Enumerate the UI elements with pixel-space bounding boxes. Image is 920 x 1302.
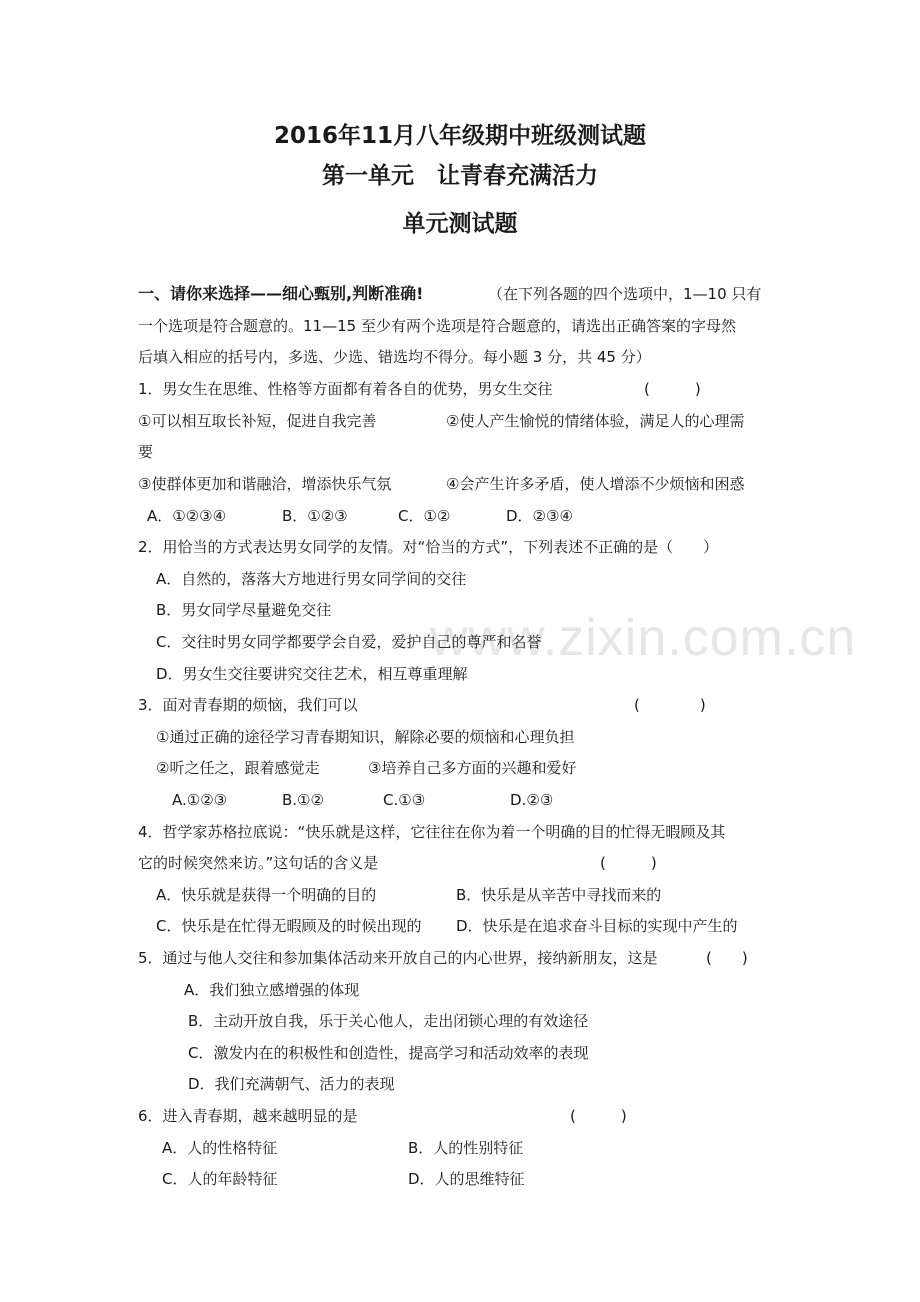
q1-statement-3: ③使群体更加和谐融洽，增添快乐气氛 — [138, 475, 392, 493]
q3-answer-bracket[interactable]: ( ) — [634, 696, 706, 714]
q2-option-b[interactable]: B．男女同学尽量避免交往 — [156, 601, 332, 619]
q1-statement-1: ①可以相互取长补短，促进自我完善 — [138, 412, 377, 430]
q4-answer-bracket[interactable]: ( ) — [600, 854, 657, 872]
q4-stem-line-2: 它的时候突然来访。”这句话的含义是 — [138, 854, 379, 872]
q6-option-b[interactable]: B．人的性别特征 — [408, 1139, 524, 1157]
q3-option-c[interactable]: C.①③ — [383, 791, 426, 809]
q4-option-d[interactable]: D．快乐是在追求奋斗目标的实现中产生的 — [456, 917, 738, 935]
q3-option-a[interactable]: A.①②③ — [172, 791, 228, 809]
q1-statement-2-cont: 要 — [138, 443, 154, 461]
q5-option-b[interactable]: B．主动开放自我，乐于关心他人，走出闭锁心理的有效途径 — [188, 1012, 589, 1030]
q1-statement-4: ④会产生许多矛盾，使人增添不少烦恼和困惑 — [446, 475, 745, 493]
section-instruction-2: 一个选项是符合题意的。11—15 至少有两个选项是符合题意的，请选出正确答案的字母然 — [138, 317, 736, 335]
watermark: www.zixin.com.cn — [430, 609, 857, 667]
q6-option-d[interactable]: D．人的思维特征 — [408, 1170, 525, 1188]
q4-option-a[interactable]: A．快乐就是获得一个明确的目的 — [156, 886, 377, 904]
q1-statement-2: ②使人产生愉悦的情绪体验，满足人的心理需 — [446, 412, 745, 430]
q1-option-c[interactable]: C．①② — [398, 507, 451, 525]
q2-stem: 2．用恰当的方式表达男女同学的友情。对“恰当的方式”，下列表述不正确的是（ ） — [138, 538, 719, 556]
section-instruction-3: 后填入相应的括号内，多选、少选、错选均不得分。每小题 3 分，共 45 分） — [138, 348, 651, 366]
q5-option-d[interactable]: D．我们充满朝气、活力的表现 — [188, 1075, 395, 1093]
q3-statement-2: ②听之任之，跟着感觉走 — [156, 759, 320, 777]
q1-option-b[interactable]: B．①②③ — [282, 507, 348, 525]
q1-stem: 1．男女生在思维、性格等方面都有着各自的优势，男女生交往 — [138, 380, 553, 398]
q6-stem: 6．进入青春期，越来越明显的是 — [138, 1107, 358, 1125]
unit-title: 第一单元 让青春充满活力 — [322, 163, 598, 189]
q2-option-a[interactable]: A．自然的，落落大方地进行男女同学间的交往 — [156, 570, 467, 588]
q5-option-a[interactable]: A．我们独立感增强的体现 — [184, 981, 360, 999]
q6-answer-bracket[interactable]: ( ) — [570, 1107, 627, 1125]
q1-option-d[interactable]: D．②③④ — [506, 507, 573, 525]
q2-option-c[interactable]: C．交往时男女同学都要学会自爱，爱护自己的尊严和名誉 — [156, 633, 542, 651]
q1-answer-bracket[interactable]: ( ) — [644, 380, 701, 398]
q2-option-d[interactable]: D．男女生交往要讲究交往艺术，相互尊重理解 — [156, 665, 468, 683]
q5-answer-bracket[interactable]: ( ) — [706, 949, 748, 967]
q1-option-a[interactable]: A．①②③④ — [147, 507, 227, 525]
q3-stem: 3．面对青春期的烦恼，我们可以 — [138, 696, 358, 714]
q3-option-b[interactable]: B.①② — [282, 791, 324, 809]
page-title: 2016年11月八年级期中班级测试题 — [273, 123, 647, 149]
q4-option-c[interactable]: C．快乐是在忙得无暇顾及的时候出现的 — [156, 917, 422, 935]
q4-stem-line-1: 4．哲学家苏格拉底说：“快乐就是这样，它往往在你为着一个明确的目的忙得无暇顾及其 — [138, 823, 726, 841]
q3-option-d[interactable]: D.②③ — [510, 791, 554, 809]
q5-stem: 5．通过与他人交往和参加集体活动来开放自己的内心世界，接纳新朋友，这是 — [138, 949, 658, 967]
q4-option-b[interactable]: B．快乐是从辛苦中寻找而来的 — [456, 886, 662, 904]
section-heading: 一、请你来选择——细心甄别,判断准确! — [138, 284, 424, 303]
q6-option-c[interactable]: C．人的年龄特征 — [162, 1170, 278, 1188]
test-title: 单元测试题 — [402, 211, 518, 237]
q3-statement-1: ①通过正确的途径学习青春期知识，解除必要的烦恼和心理负担 — [156, 728, 575, 746]
section-instruction-1: （在下列各题的四个选项中，1—10 只有 — [488, 285, 762, 303]
q3-statement-3: ③培养自己多方面的兴趣和爱好 — [368, 759, 577, 777]
q5-option-c[interactable]: C．激发内在的积极性和创造性，提高学习和活动效率的表现 — [188, 1044, 589, 1062]
q6-option-a[interactable]: A．人的性格特征 — [162, 1139, 278, 1157]
